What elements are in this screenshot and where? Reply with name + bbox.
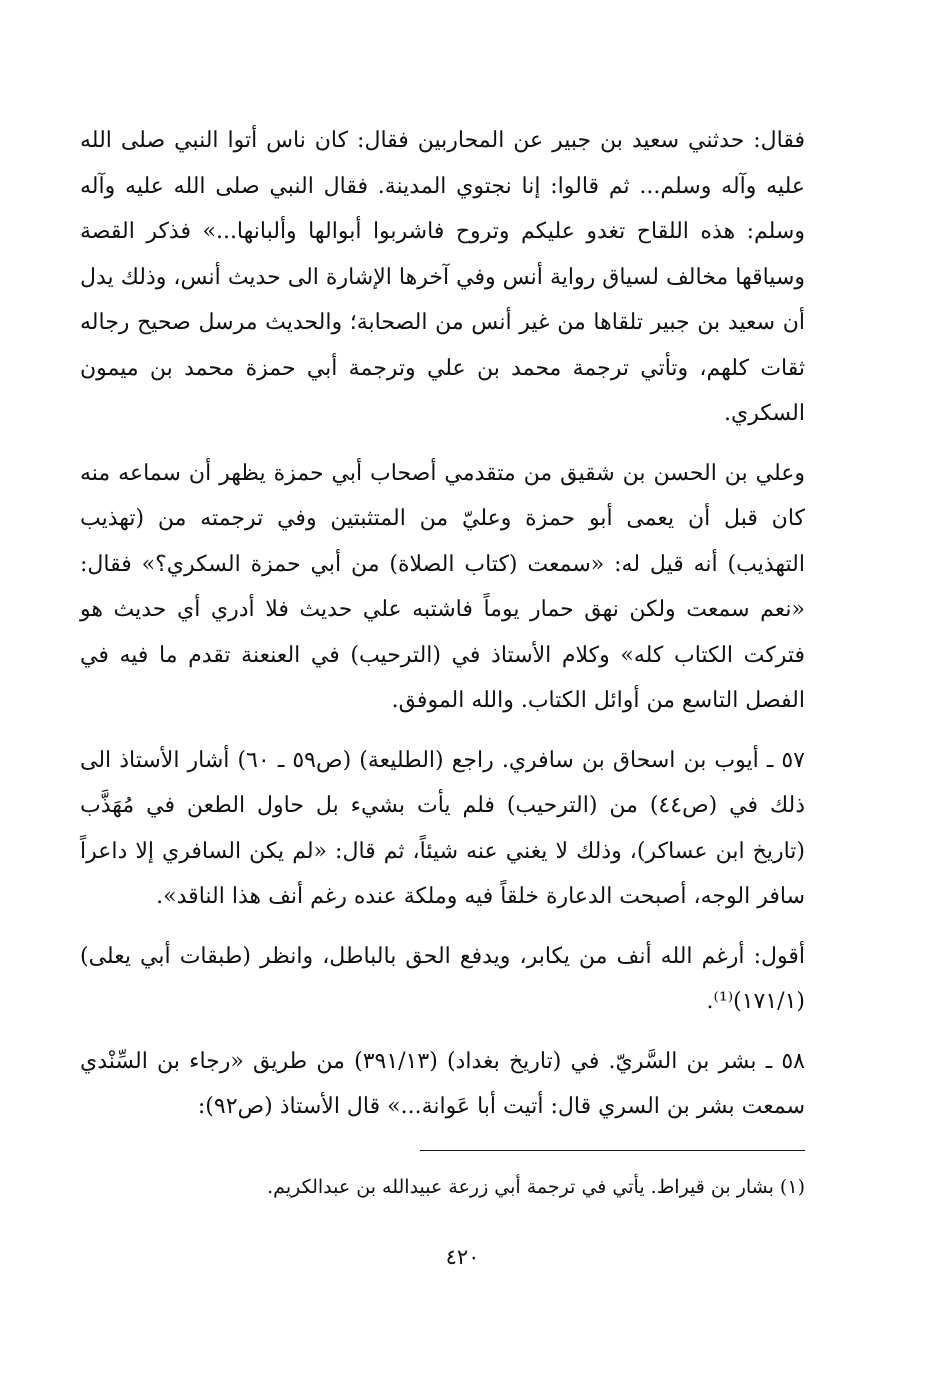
- paragraph-entry-58: ٥٨ ـ بشر بن السَّريّ. في (تاريخ بغداد) (٣٩١/١٣) من طريق «رجاء بن السِّنْدي سمعت بشر بن السري قال: أتيت أبا عَوانة...» قال الأستاذ (ص٩٢):: [80, 1048, 805, 1119]
- footnote-divider: [420, 1150, 805, 1151]
- paragraph-hadith-saeed: فقال: حدثني سعيد بن جبير عن المحاربين فقال: كان ناس أتوا النبي صلى الله عليه وآله وسلم... ثم قالوا: إنا نجتوي المدينة. فقال النبي صلى الله عليه وآله وسلم: هذه اللقاح تغدو عليكم وتروح فاشربوا أبوالها وألبانها...» فذكر القصة وسياقها مخالف لسياق رواية أنس وفي آخرها الإشارة الى حديث أنس، وذلك يدل أن سعيد بن جبير تلقاها من غير أنس من الصحابة؛ والحديث مرسل صحيح رجاله ثقات كلهم، وتأتي ترجمة محمد بن علي وترجمة أبي حمزة محمد بن ميمون السكري.: [80, 128, 805, 426]
- footnote: (١) بشار بن قيراط. يأتي في ترجمة أبي زرعة عبيدالله بن عبدالكريم.: [267, 1176, 805, 1198]
- paragraph-ali-ibn-alhasan: وعلي بن الحسن بن شقيق من متقدمي أصحاب أبي حمزة يظهر أن سماعه منه كان قبل أن يعمى أبو حمزة وعليّ من المتثبتين وفي ترجمته من (تهذيب التهذيب) أنه قيل له: «سمعت (كتاب الصلاة) من أبي حمزة السكري؟» فقال: «نعم سمعت ولكن نهق حمار يوماً فاشتبه علي حديث فلا أدري أي حديث هو فتركت الكتاب كله» وكلام الأستاذ في (الترحيب) في العنعنة تقدم ما فيه في الفصل التاسع من أوائل الكتاب. والله الموفق.: [80, 460, 805, 713]
- page-number: ٤٢٠: [445, 1245, 480, 1269]
- paragraph-entry-57: ٥٧ ـ أيوب بن اسحاق بن سافري. راجع (الطليعة) (ص٥٩ ـ ٦٠) أشار الأستاذ الى ذلك في (ص٤٤) من (الترحيب) فلم يأت بشيء بل حاول الطعن في مُهَذَّب (تاريخ ابن عساكر)، وذلك لا يغني عنه شيئاً، ثم قال: «لم يكن السافري إلا داعراً سافر الوجه، أصبحت الدعارة خلقاً فيه وملكة عنده رغم أنف هذا الناقد».: [80, 747, 806, 909]
- main-text: [80, 118, 805, 1130]
- paragraph-aqul: أقول: أرغم الله أنف من يكابر، ويدفع الحق بالباطل، وانظر (طبقات أبي يعلى) (١٧١/١)⁽¹⁾.: [80, 943, 805, 1014]
